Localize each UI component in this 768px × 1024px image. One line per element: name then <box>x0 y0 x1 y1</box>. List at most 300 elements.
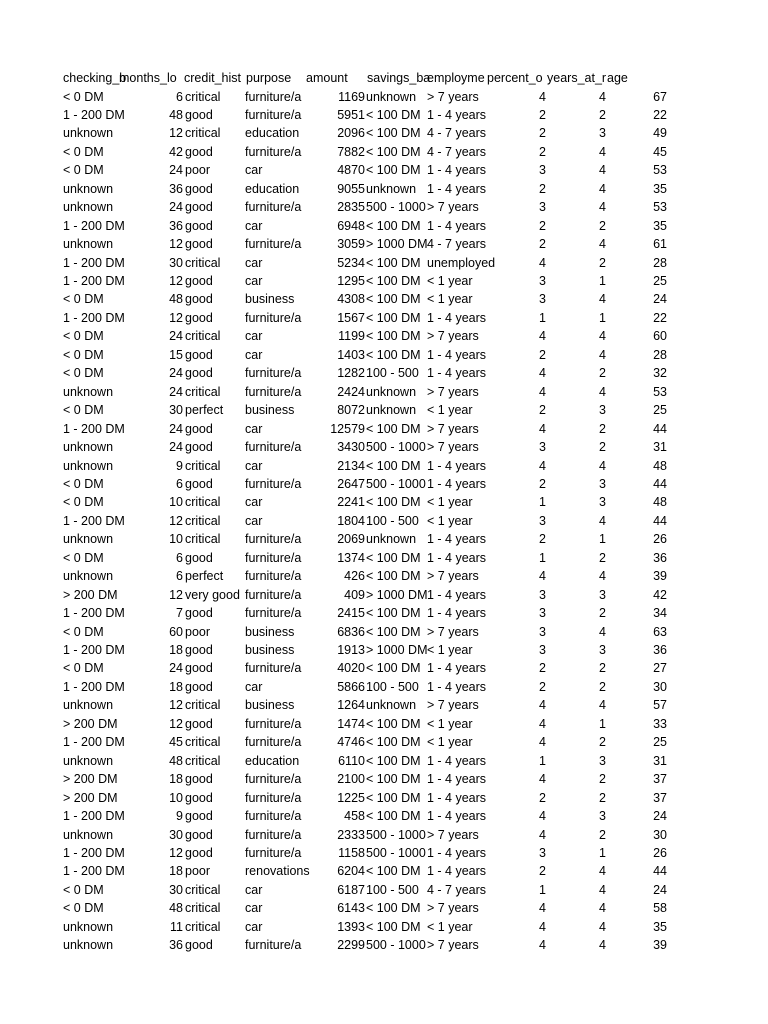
table-row <box>0 862 768 880</box>
table-cell: < 1 year <box>427 513 473 528</box>
table-cell: 36 <box>169 181 183 196</box>
table-cell: 1 <box>599 845 606 860</box>
table-cell: < 100 DM <box>366 495 421 510</box>
table-cell: 2 <box>599 107 606 122</box>
table-cell: 44 <box>653 476 667 491</box>
table-cell: 6948 <box>337 218 365 233</box>
table-cell: furniture/a <box>245 532 302 547</box>
table-cell: 2 <box>539 476 546 491</box>
table-cell: education <box>245 181 300 196</box>
table-row <box>0 733 768 751</box>
table-cell: 30 <box>169 827 183 842</box>
header-cell: years_at_r <box>547 71 607 85</box>
table-cell: > 7 years <box>427 827 479 842</box>
table-cell: < 100 DM <box>366 624 421 639</box>
table-cell: 37 <box>653 790 667 805</box>
table-row <box>0 327 768 345</box>
table-cell: 6187 <box>337 882 365 897</box>
table-cell: 53 <box>653 163 667 178</box>
table-cell: unknown <box>63 827 114 842</box>
table-cell: 6836 <box>337 624 365 639</box>
table-cell: 8072 <box>337 403 365 418</box>
table-cell: < 100 DM <box>366 606 421 621</box>
table-cell: 4 <box>599 882 606 897</box>
table-row <box>0 530 768 548</box>
table-cell: 4 <box>599 292 606 307</box>
table-cell: unknown <box>63 384 114 399</box>
table-cell: 2424 <box>337 384 365 399</box>
table-cell: unknown <box>63 200 114 215</box>
table-cell: 2 <box>599 679 606 694</box>
table-cell: 25 <box>653 403 667 418</box>
table-cell: furniture/a <box>245 476 302 491</box>
table-cell: critical <box>185 698 221 713</box>
table-cell: 3430 <box>337 440 365 455</box>
table-cell: unknown <box>366 532 417 547</box>
table-cell: > 200 DM <box>63 716 118 731</box>
table-cell: < 100 DM <box>366 274 421 288</box>
table-row <box>0 623 768 641</box>
table-cell: 2 <box>599 550 606 565</box>
table-cell: 2 <box>599 440 606 455</box>
table-cell: good <box>185 440 213 455</box>
table-cell: 9055 <box>337 181 365 196</box>
table-cell: poor <box>185 864 211 879</box>
table-cell: < 100 DM <box>366 292 421 307</box>
table-cell: 2 <box>539 181 546 196</box>
table-cell: 4 <box>539 569 546 584</box>
table-cell: business <box>245 698 295 713</box>
table-cell: 12 <box>169 716 183 731</box>
table-cell: 1393 <box>337 919 365 934</box>
table-cell: 24 <box>653 292 667 307</box>
table-cell: good <box>185 366 213 381</box>
table-cell: 4 <box>539 716 546 731</box>
table-cell: 1 <box>599 532 606 547</box>
table-cell: furniture/a <box>245 790 302 805</box>
table-cell: 4 <box>599 938 606 953</box>
table-cell: good <box>185 347 213 362</box>
table-cell: 2 <box>599 772 606 787</box>
table-cell: furniture/a <box>245 89 302 104</box>
table-cell: 1 <box>599 716 606 731</box>
table-cell: 4 <box>539 919 546 934</box>
table-cell: > 7 years <box>427 421 479 436</box>
table-row <box>0 272 768 290</box>
table-row <box>0 346 768 364</box>
table-cell: 48 <box>169 292 183 307</box>
table-cell: 12 <box>169 845 183 860</box>
table-cell: good <box>185 827 213 842</box>
table-cell: 11 <box>170 919 183 934</box>
table-cell: car <box>245 901 263 916</box>
table-row <box>0 290 768 308</box>
table-cell: 1374 <box>337 550 365 565</box>
table-cell: 30 <box>653 679 667 694</box>
table-cell: 4 <box>539 89 546 104</box>
table-cell: 48 <box>169 107 183 122</box>
table-cell: 1 <box>539 882 546 897</box>
table-cell: good <box>185 606 213 621</box>
table-row <box>0 438 768 456</box>
table-cell: car <box>245 218 263 233</box>
table-cell: good <box>185 938 213 953</box>
table-row <box>0 475 768 493</box>
table-row <box>0 567 768 585</box>
table-cell: unknown <box>63 753 114 768</box>
table-cell: < 1 year <box>427 292 473 307</box>
table-cell: 1158 <box>338 845 365 860</box>
table-cell: 1 - 4 years <box>427 790 487 805</box>
table-cell: < 100 DM <box>366 144 421 159</box>
table-cell: 3 <box>599 809 606 824</box>
table-cell: 2 <box>599 218 606 233</box>
table-cell: good <box>185 181 213 196</box>
table-cell: 1 - 4 years <box>427 163 487 178</box>
table-row <box>0 789 768 807</box>
table-cell: 1 - 4 years <box>427 753 487 768</box>
table-cell: 1 - 200 DM <box>63 107 125 122</box>
table-cell: 1 - 200 DM <box>63 513 125 528</box>
table-cell: 4 <box>599 919 606 934</box>
table-cell: 3 <box>599 476 606 491</box>
table-cell: car <box>245 329 263 344</box>
table-cell: 6110 <box>338 753 365 768</box>
table-cell: 3 <box>539 292 546 307</box>
table-cell: 22 <box>653 310 667 325</box>
table-cell: 4 <box>599 200 606 215</box>
table-cell: critical <box>185 458 221 473</box>
table-cell: critical <box>185 513 221 528</box>
table-cell: 409 <box>344 587 365 602</box>
table-cell: 1 <box>539 495 546 510</box>
table-cell: car <box>245 458 263 473</box>
table-cell: unknown <box>63 237 114 252</box>
table-cell: 1 - 200 DM <box>63 218 125 233</box>
table-cell: 4 <box>599 569 606 584</box>
table-cell: 2 <box>599 827 606 842</box>
table-cell: 25 <box>653 274 667 288</box>
table-cell: car <box>245 919 263 934</box>
table-cell: 48 <box>653 458 667 473</box>
table-cell: 24 <box>169 384 183 399</box>
table-row <box>0 493 768 511</box>
table-cell: 44 <box>653 513 667 528</box>
table-cell: 7882 <box>337 144 365 159</box>
table-cell: < 1 year <box>427 643 473 657</box>
table-cell: 18 <box>169 643 183 657</box>
table-cell: 1 - 200 DM <box>63 809 125 824</box>
table-cell: 5234 <box>337 255 365 270</box>
table-row <box>0 807 768 825</box>
table-cell: 426 <box>344 569 365 584</box>
table-cell: 39 <box>653 569 667 584</box>
table-cell: 7 <box>176 606 183 621</box>
table-cell: 12 <box>169 237 183 252</box>
table-cell: 100 - 500 <box>366 882 419 897</box>
table-cell: 33 <box>653 716 667 731</box>
header-cell: purpose <box>246 71 292 85</box>
table-cell: 2134 <box>337 458 365 473</box>
table-cell: 22 <box>653 107 667 122</box>
table-cell: 4 <box>599 624 606 639</box>
table-cell: 12 <box>169 698 183 713</box>
table-cell: 1 - 200 DM <box>63 421 125 436</box>
table-cell: 2 <box>599 366 606 381</box>
table-row <box>0 881 768 899</box>
table-cell: < 0 DM <box>63 144 104 159</box>
table-cell: good <box>185 200 213 215</box>
table-cell: 458 <box>344 809 365 824</box>
table-row <box>0 401 768 419</box>
table-cell: > 7 years <box>427 329 479 344</box>
table-row <box>0 254 768 272</box>
table-row <box>0 106 768 124</box>
table-cell: 3 <box>599 643 606 657</box>
table-cell: 26 <box>653 845 667 860</box>
table-cell: 1 <box>539 753 546 768</box>
table-cell: 24 <box>169 421 183 436</box>
table-cell: 1 - 200 DM <box>63 255 125 270</box>
table-cell: unknown <box>63 181 114 196</box>
table-row <box>0 512 768 530</box>
table-cell: 500 - 1000 <box>366 476 426 491</box>
table-cell: good <box>185 144 213 159</box>
table-cell: 53 <box>653 200 667 215</box>
table-cell: 1 - 4 years <box>427 310 487 325</box>
table-cell: 24 <box>169 200 183 215</box>
table-cell: < 100 DM <box>366 790 421 805</box>
table-cell: 1 <box>599 310 606 325</box>
table-cell: > 7 years <box>427 938 479 953</box>
table-cell: 4 <box>599 329 606 344</box>
table-cell: 4 <box>599 163 606 178</box>
table-cell: 1 - 4 years <box>427 476 487 491</box>
table-cell: 3 <box>539 587 546 602</box>
table-cell: 2 <box>539 679 546 694</box>
table-cell: 18 <box>169 772 183 787</box>
table-cell: 37 <box>653 772 667 787</box>
table-cell: 4 <box>599 458 606 473</box>
table-cell: critical <box>185 384 221 399</box>
table-cell: > 7 years <box>427 698 479 713</box>
table-cell: perfect <box>185 403 224 418</box>
table-cell: 1 <box>539 550 546 565</box>
table-row <box>0 715 768 733</box>
table-cell: 63 <box>653 624 667 639</box>
table-cell: good <box>185 809 213 824</box>
table-row <box>0 457 768 475</box>
table-cell: 2299 <box>337 938 365 953</box>
table-row <box>0 586 768 604</box>
table-row <box>0 143 768 161</box>
table-cell: < 100 DM <box>366 919 421 934</box>
header-cell: credit_hist <box>184 71 241 85</box>
table-cell: good <box>185 679 213 694</box>
table-cell: good <box>185 772 213 787</box>
header-cell: savings_ba <box>367 71 431 85</box>
table-cell: 3 <box>599 587 606 602</box>
table-cell: 2 <box>599 421 606 436</box>
table-cell: 44 <box>653 421 667 436</box>
table-cell: 4 - 7 years <box>427 126 487 141</box>
table-cell: 500 - 1000 <box>366 440 426 455</box>
table-cell: 3 <box>599 403 606 418</box>
table-cell: < 100 DM <box>366 716 421 731</box>
table-cell: unknown <box>63 458 114 473</box>
table-cell: 1 - 200 DM <box>63 845 125 860</box>
table-cell: 500 - 1000 <box>366 845 426 860</box>
table-cell: 4 <box>599 181 606 196</box>
table-cell: 1 - 200 DM <box>63 735 125 750</box>
table-cell: 1 - 200 DM <box>63 679 125 694</box>
table-cell: critical <box>185 919 221 934</box>
table-cell: 2333 <box>337 827 365 842</box>
table-cell: 18 <box>169 679 183 694</box>
table-cell: 2 <box>539 218 546 233</box>
table-cell: 2 <box>539 790 546 805</box>
table-cell: car <box>245 495 263 510</box>
table-cell: unknown <box>63 938 114 953</box>
table-cell: > 1000 DM <box>366 237 428 252</box>
table-cell: 3 <box>599 495 606 510</box>
table-cell: 4020 <box>337 661 365 676</box>
table-cell: 1 - 4 years <box>427 606 487 621</box>
table-cell: < 100 DM <box>366 329 421 344</box>
table-cell: poor <box>185 624 211 639</box>
table-cell: furniture/a <box>245 569 302 584</box>
table-cell: good <box>185 274 213 288</box>
table-cell: 24 <box>169 329 183 344</box>
table-cell: 6 <box>176 569 183 584</box>
table-cell: 24 <box>653 882 667 897</box>
table-cell: > 200 DM <box>63 772 118 787</box>
header-cell: employme <box>427 71 485 85</box>
table-cell: 100 - 500 <box>366 679 419 694</box>
header-cell: percent_o <box>487 71 543 85</box>
table-cell: unknown <box>366 181 417 196</box>
table-cell: 12 <box>169 126 183 141</box>
table-cell: 25 <box>653 735 667 750</box>
table-cell: car <box>245 163 263 178</box>
table-cell: 12 <box>169 587 183 602</box>
table-cell: < 0 DM <box>63 89 104 104</box>
table-cell: 4 <box>539 421 546 436</box>
table-cell: 2 <box>539 237 546 252</box>
table-cell: critical <box>185 126 221 141</box>
table-cell: < 100 DM <box>366 661 421 676</box>
table-cell: 2100 <box>337 772 365 787</box>
table-cell: car <box>245 882 263 897</box>
table-cell: business <box>245 624 295 639</box>
table-cell: 1 - 200 DM <box>63 606 125 621</box>
table-cell: 4 <box>599 347 606 362</box>
table-cell: 27 <box>653 661 667 676</box>
table-cell: 4 <box>599 698 606 713</box>
table-cell: < 1 year <box>427 735 473 750</box>
table-cell: < 0 DM <box>63 329 104 344</box>
table-cell: car <box>245 347 263 362</box>
table-cell: 35 <box>653 218 667 233</box>
table-row <box>0 844 768 862</box>
table-cell: furniture/a <box>245 310 302 325</box>
table-cell: 31 <box>653 440 667 455</box>
table-cell: < 100 DM <box>366 163 421 178</box>
table-cell: furniture/a <box>245 384 302 399</box>
table-cell: 1199 <box>338 329 365 344</box>
table-cell: 48 <box>169 753 183 768</box>
table-cell: 31 <box>653 753 667 768</box>
table-row <box>0 918 768 936</box>
table-cell: furniture/a <box>245 200 302 215</box>
table-cell: > 200 DM <box>63 790 118 805</box>
table-cell: 3059 <box>337 237 365 252</box>
table-cell: unknown <box>63 569 114 584</box>
table-cell: 2 <box>599 255 606 270</box>
table-cell: 1 - 4 years <box>427 550 487 565</box>
table-cell: 2 <box>539 107 546 122</box>
table-cell: 1 <box>599 274 606 288</box>
table-cell: critical <box>185 735 221 750</box>
table-cell: 61 <box>653 237 667 252</box>
table-row <box>0 124 768 142</box>
table-cell: < 100 DM <box>366 218 421 233</box>
table-row <box>0 770 768 788</box>
table-cell: car <box>245 255 263 270</box>
table-cell: 5866 <box>337 679 365 694</box>
table-cell: car <box>245 679 263 694</box>
table-cell: furniture/a <box>245 809 302 824</box>
table-cell: unknown <box>366 698 417 713</box>
table-cell: 2 <box>539 864 546 879</box>
table-cell: unknown <box>63 919 114 934</box>
table-cell: > 7 years <box>427 624 479 639</box>
table-cell: critical <box>185 329 221 344</box>
table-cell: < 0 DM <box>63 403 104 418</box>
table-row <box>0 88 768 106</box>
header-cell: checking_b <box>63 71 127 85</box>
table-row <box>0 217 768 235</box>
table-row <box>0 826 768 844</box>
table-cell: 4 <box>599 513 606 528</box>
table-cell: 6 <box>176 550 183 565</box>
table-cell: 9 <box>176 458 183 473</box>
table-cell: 6 <box>176 476 183 491</box>
table-cell: 24 <box>169 163 183 178</box>
table-cell: 10 <box>169 495 183 510</box>
table-cell: unknown <box>366 384 417 399</box>
table-cell: 30 <box>653 827 667 842</box>
table-cell: furniture/a <box>245 440 302 455</box>
table-cell: 2241 <box>337 495 365 510</box>
table-cell: critical <box>185 495 221 510</box>
table-cell: 24 <box>653 809 667 824</box>
table-cell: 1 - 4 years <box>427 661 487 676</box>
table-cell: 1 - 200 DM <box>63 274 125 288</box>
table-row <box>0 383 768 401</box>
table-cell: < 0 DM <box>63 661 104 676</box>
table-cell: 4 <box>539 366 546 381</box>
table-cell: 100 - 500 <box>366 366 419 381</box>
table-cell: good <box>185 476 213 491</box>
table-row <box>0 641 768 659</box>
table-row <box>0 899 768 917</box>
table-cell: 2 <box>539 347 546 362</box>
table-cell: < 100 DM <box>366 569 421 584</box>
table-cell: unknown <box>366 403 417 418</box>
table-cell: furniture/a <box>245 845 302 860</box>
table-cell: good <box>185 292 213 307</box>
